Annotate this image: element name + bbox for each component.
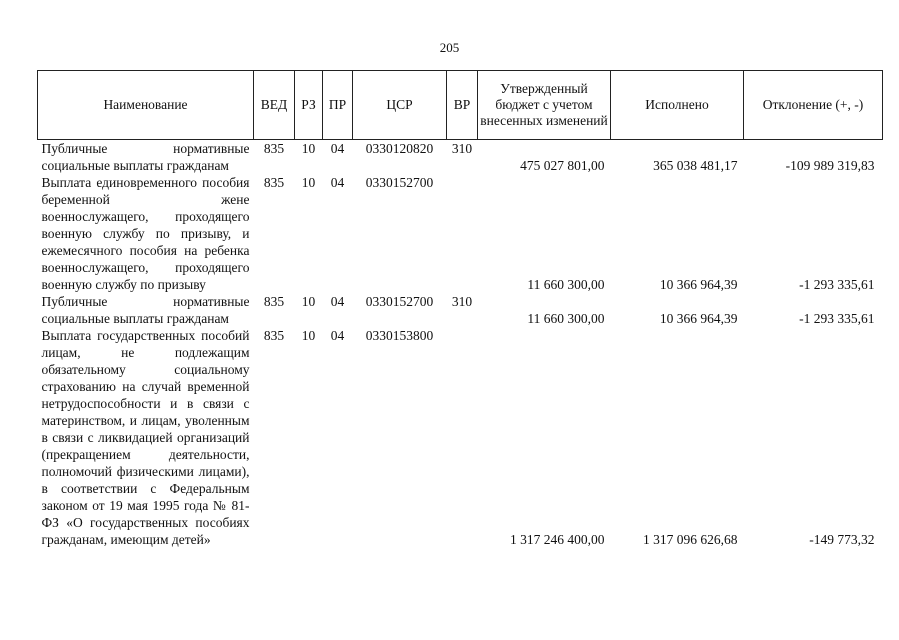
row-pr: 04 bbox=[330, 328, 345, 343]
row-name: Выплата государственных пособий лицам, не подлежащим обязательному социальному страхованию на случай временной нетрудоспособности и в связи с материнством, и лицам, уволенным в связи с ликвидацией организаций (прекращением деятельности, полномочий физическими лицами), в соответствии с Федеральным законом от 19 мая 1995 года № 81-ФЗ «О государственных пособиях гражданам, имеющим детей» bbox=[41, 328, 250, 547]
row-executed: 10 366 964,39 bbox=[659, 277, 738, 292]
row-pr: 04 bbox=[330, 141, 345, 156]
row-deviation: -1 293 335,61 bbox=[799, 311, 875, 326]
row-ved: 835 bbox=[263, 328, 285, 343]
table-row bbox=[38, 293, 883, 327]
page-number: 205 bbox=[439, 40, 460, 55]
header-vr: ВР bbox=[447, 71, 478, 140]
header-rz: РЗ bbox=[295, 71, 323, 140]
row-ved: 835 bbox=[263, 141, 285, 156]
row-name: Публичные нормативные социальные выплаты гражданам bbox=[41, 141, 250, 173]
row-csr: 0330152700 bbox=[365, 175, 434, 190]
row-deviation: -1 293 335,61 bbox=[799, 277, 875, 292]
row-approved: 475 027 801,00 bbox=[520, 158, 605, 173]
row-deviation: -149 773,32 bbox=[809, 532, 875, 547]
row-executed: 10 366 964,39 bbox=[659, 311, 738, 326]
row-csr: 0330120820 bbox=[365, 141, 434, 156]
table-row bbox=[38, 174, 883, 293]
row-csr: 0330153800 bbox=[365, 328, 434, 343]
row-executed: 1 317 096 626,68 bbox=[643, 532, 738, 547]
row-vr bbox=[447, 174, 478, 293]
row-approved: 11 660 300,00 bbox=[527, 277, 605, 292]
row-pr: 04 bbox=[330, 294, 345, 309]
header-ved: ВЕД bbox=[254, 71, 295, 140]
row-csr: 0330152700 bbox=[365, 294, 434, 309]
row-vr: 310 bbox=[451, 141, 473, 156]
row-vr: 310 bbox=[451, 294, 473, 309]
row-rz: 10 bbox=[301, 175, 316, 190]
row-ved: 835 bbox=[263, 175, 285, 190]
row-rz: 10 bbox=[301, 294, 316, 309]
row-vr bbox=[447, 327, 478, 548]
row-approved: 1 317 246 400,00 bbox=[510, 532, 605, 547]
row-name: Выплата единовременного пособия беременной жене военнослужащего, проходящего военную службу по призыву, и ежемесячного пособия на ребенка военнослужащего, проходящего военную службу по призыву bbox=[41, 175, 250, 292]
header-approved-budget: Утвержденный бюджет с учетом внесенных изменений bbox=[478, 71, 611, 140]
row-deviation: -109 989 319,83 bbox=[785, 158, 875, 173]
table-row bbox=[38, 327, 883, 548]
header-executed: Исполнено bbox=[611, 71, 744, 140]
budget-execution-table bbox=[37, 70, 883, 548]
table-row bbox=[38, 140, 883, 175]
row-rz: 10 bbox=[301, 328, 316, 343]
header-csr: ЦСР bbox=[353, 71, 447, 140]
table-header-row bbox=[38, 71, 883, 140]
row-ved: 835 bbox=[263, 294, 285, 309]
row-name: Публичные нормативные социальные выплаты гражданам bbox=[41, 294, 250, 326]
header-deviation: Отклонение (+, -) bbox=[744, 71, 883, 140]
header-pr: ПР bbox=[323, 71, 353, 140]
row-executed: 365 038 481,17 bbox=[653, 158, 738, 173]
row-approved: 11 660 300,00 bbox=[527, 311, 605, 326]
row-pr: 04 bbox=[330, 175, 345, 190]
header-name: Наименование bbox=[38, 71, 254, 140]
row-rz: 10 bbox=[301, 141, 316, 156]
